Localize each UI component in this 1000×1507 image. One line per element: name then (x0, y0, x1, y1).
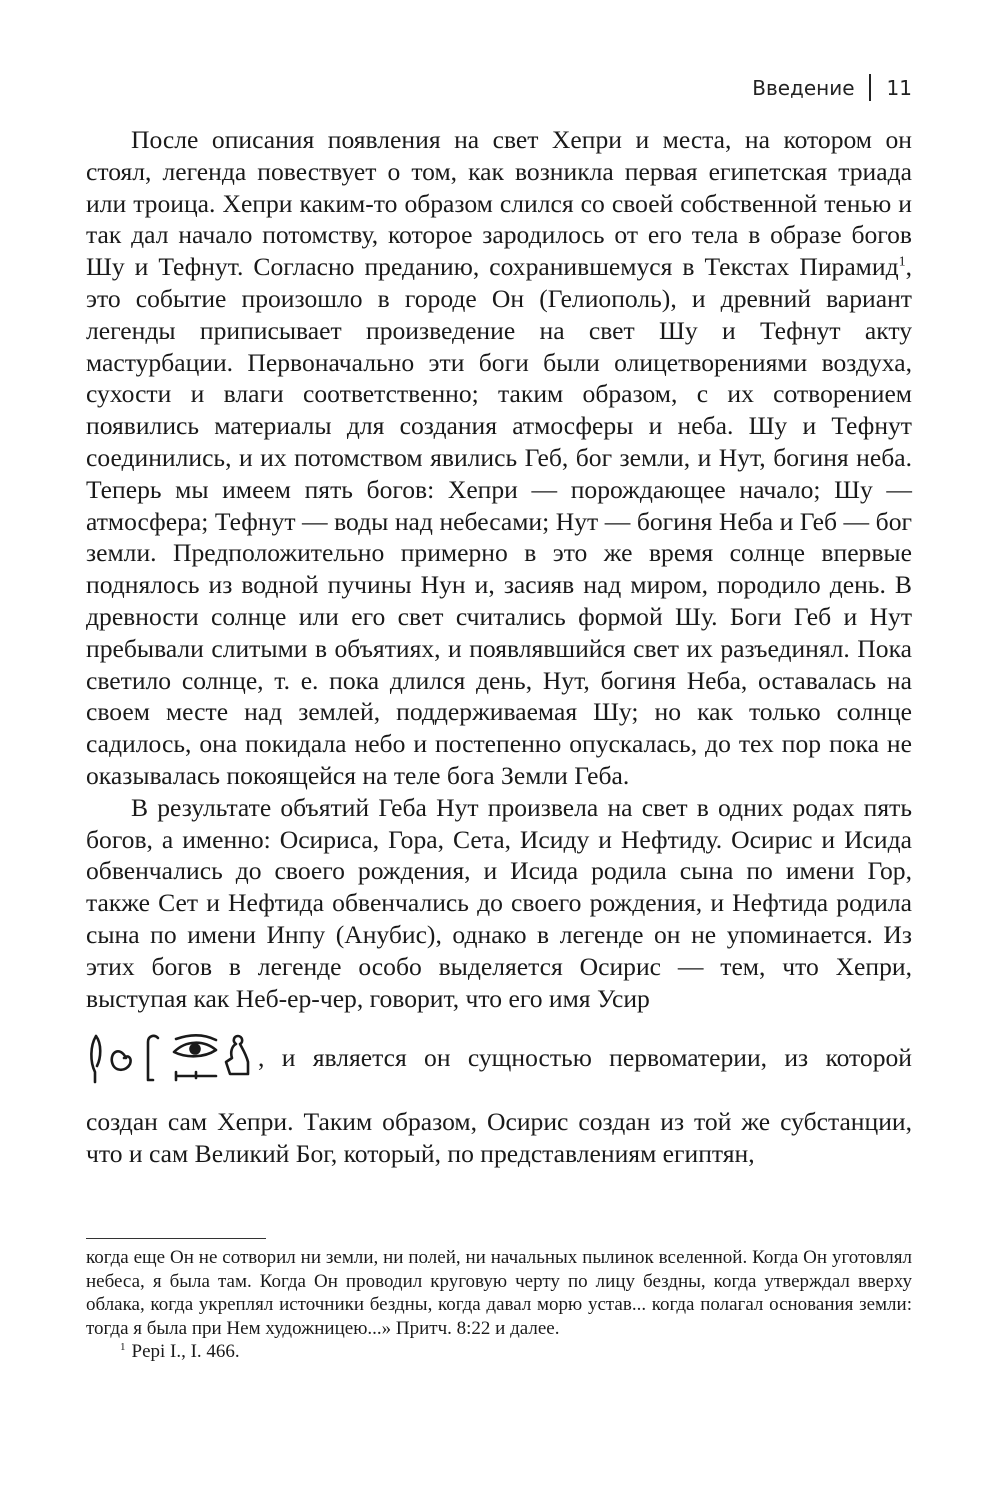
footnote-continuation: когда еще Он не сотворил ни земли, ни полей, ни начальных пылинок вселенной. Когда Он уготовлял небеса, я была там. Когда Он проводил круговую черту по лицу бездны, когда утверждал вверху облака, когда укреплял источники бездны, когда давал морю устав... когда полагал основания земли: тогда я была при Нем художницею...» Притч. 8:22 и далее. (86, 1247, 912, 1339)
paragraph-1-part-1: После описания появления на свет Хепри и места, на котором он стоял, легенда повествует о том, как возникла первая египетская триада или троица. Хепри каким-то образом слился со своей собственной тенью и так дал начало потомству, которое зародилось от его тела в образе богов Шу и Тефнут. Согласно преданию, сохранившемуся в Текстах Пирамид (86, 125, 912, 282)
main-text (86, 124, 912, 1170)
footnote-1-text: Pepi I., I. 466. (131, 1341, 240, 1363)
footnote-1-mark: 1 (120, 1341, 126, 1354)
paragraph-2-part-2: создан сам Хепри. Таким образом, Осирис создан из той же субстанции, что и сам Великий Бог, который, по представлениям египтян, (86, 1107, 912, 1169)
footnote-rule (86, 1238, 266, 1239)
paragraph-1-part-2: , это событие произошло в городе Он (Гелиополь), и древний вариант легенды приписывает произведение на свет Шу и Тефнут акту мастурбации. Первоначально эти боги были олицетворениями воздуха, сухости и влаги соответственно; таким образом, с их сотворением появились материалы для создания атмосферы и неба. Шу и Тефнут соединились, и их потомством явились Геб, бог земли, и Нут, богиня неба. Теперь мы имеем пять богов: Хепри — порождающее начало; Шу — атмосфера; Тефнут — воды над небесами; Нут — богиня Неба и Геб — бог земли. Предположительно примерно в это же время солнце впервые поднялось из водной пучины Нун и, засияв над миром, породило день. В древности солнце или его свет считались формой Шу. Боги Геб и Нут пребывали слитыми в объятиях, и появлявшийся свет их разъединял. Пока светило солнце, т. е. пока длился день, Нут, богиня Неба, оставалась на своем месте над землей, поддерживаемая Шу; но как только солнце садилось, она покидала небо и постепенно опускалась, до тех пор пока не оказывалась покоящейся на теле бога Земли Геба. (86, 252, 912, 790)
paragraph-1 (86, 124, 912, 792)
paragraph-2-after-glyphs: , и является он сущностью первоматерии, из которой (258, 1043, 912, 1073)
running-head (752, 74, 912, 101)
footnote-ref-1[interactable]: 1 (898, 254, 906, 270)
footnote-1 (86, 1340, 912, 1364)
paragraph-2-continuation (86, 1106, 912, 1170)
paragraph-2-part-1: В результате объятий Геба Нут произвела на свет в одних родах пять богов, а именно: Осириса, Гора, Сета, Исиду и Нефтиду. Осирис и Исида обвенчались до своего рождения, и Исида родила сына по имени Гор, также Сет и Нефтида обвенчались до своего рождения, и Нефтида родила сына по имени Инпу (Анубис), однако в легенде он не упоминается. Из этих богов в легенде особо выделяется Осирис — тем, что Хепри, выступая как Неб-ер-чер, говорит, что его имя Усир (86, 792, 912, 1013)
osiris-name-hieroglyphs-icon (86, 1028, 258, 1088)
page-number: 11 (886, 75, 912, 100)
header-separator (869, 74, 871, 101)
footnotes (86, 1246, 912, 1364)
section-title: Введение (752, 75, 855, 100)
paragraph-2 (86, 792, 912, 1015)
hieroglyph-line (86, 1020, 912, 1096)
